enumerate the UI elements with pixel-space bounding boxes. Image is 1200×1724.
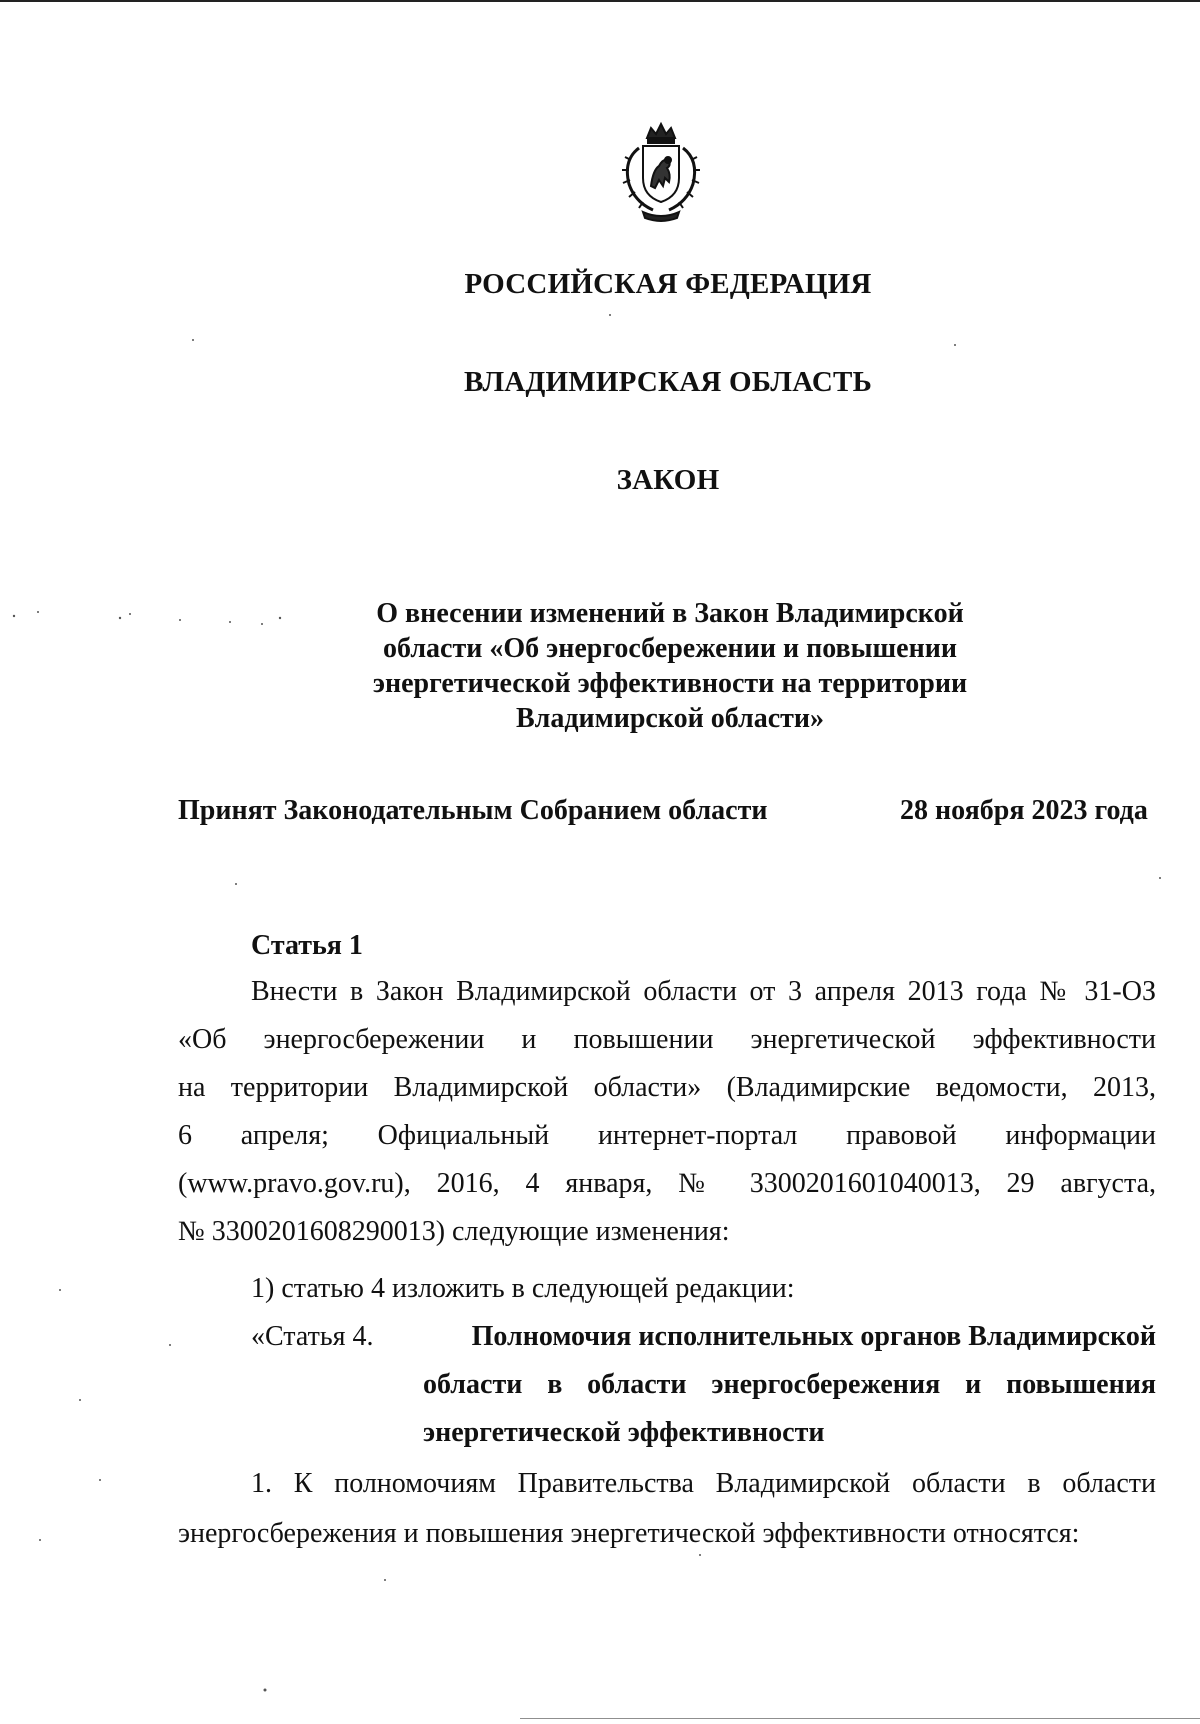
adoption-label: Принят Законодательным Собранием области [178,795,768,826]
new-article-4-title-line: Полномочия исполнительных органов Владимирской [471,1321,1156,1352]
amendment-item-1: 1) статью 4 изложить в следующей редакции: [251,1273,795,1304]
paragraph-line: (www.pravo.gov.ru), 2016, 4 января, № 3300201601040013, 29 августа, [178,1168,1156,1199]
new-article-4-title-line: области в области энергосбережения и повышения [423,1369,1156,1400]
country-heading: РОССИЙСКАЯ ФЕДЕРАЦИЯ [464,268,872,300]
paragraph-line: 6 апреля; Официальный интернет-портал правовой информации [178,1120,1156,1151]
paragraph-line: № 3300201608290013) следующие изменения: [178,1216,730,1247]
article-1-heading: Статья 1 [251,930,363,961]
new-article-4-prefix: «Статья 4. [251,1321,374,1352]
law-title-line: Владимирской области» [515,703,825,734]
paragraph-line: энергосбережения и повышения энергетической эффективности относятся: [178,1518,1080,1549]
law-title-line: О внесении изменений в Закон Владимирской [376,598,964,629]
paragraph-line: Внести в Закон Владимирской области от 3 апреля 2013 года № 31-ОЗ [251,976,1156,1007]
region-heading: ВЛАДИМИРСКАЯ ОБЛАСТЬ [464,366,872,398]
paragraph-line: 1. К полномочиям Правительства Владимирской области в области [251,1468,1156,1499]
law-title-line: области «Об энергосбережении и повышении [383,633,957,664]
law-title-line: энергетической эффективности на территории [372,668,968,699]
paragraph-line: на территории Владимирской области» (Владимирские ведомости, 2013, [178,1072,1156,1103]
new-article-4-title-line: энергетической эффективности [423,1417,825,1448]
adoption-date: 28 ноября 2023 года [900,795,1148,826]
document-type-heading: ЗАКОН [616,464,720,496]
paragraph-line: «Об энергосбережении и повышении энергетической эффективности [178,1024,1156,1055]
